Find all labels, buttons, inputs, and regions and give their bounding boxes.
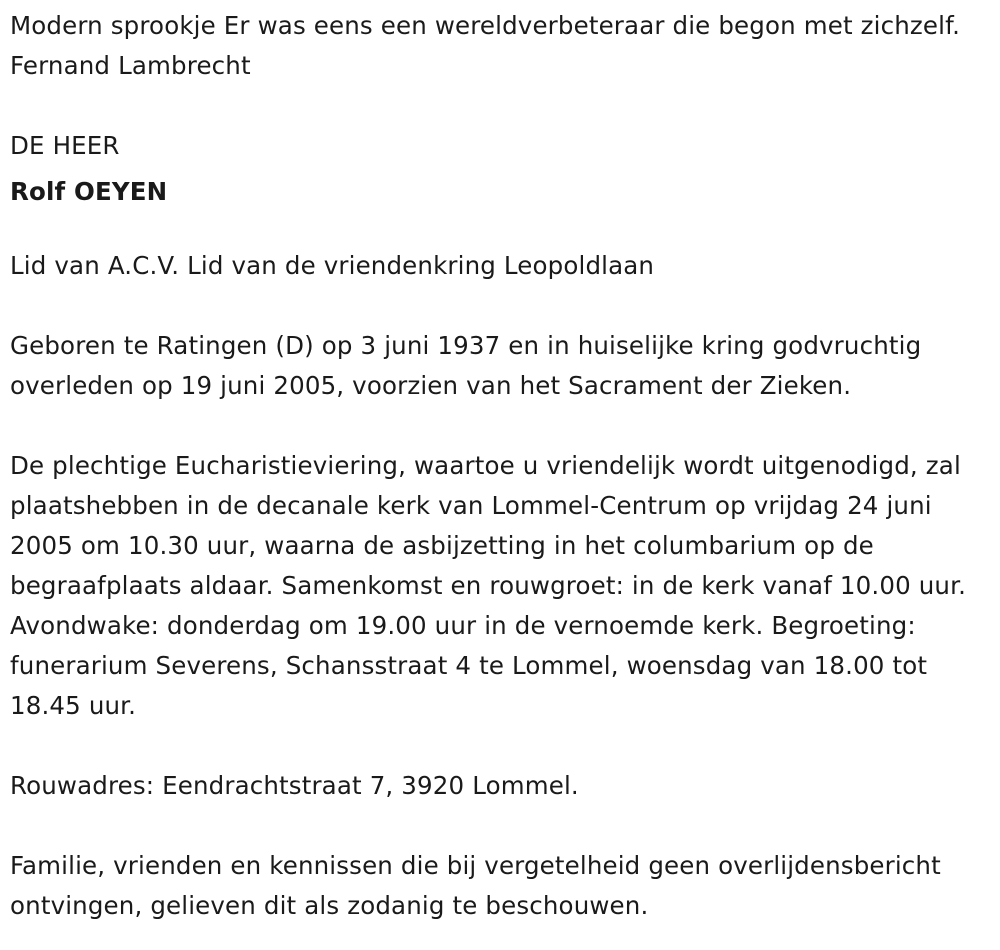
- birth-death-paragraph: Geboren te Ratingen (D) op 3 juni 1937 en in huiselijke kring godvruchtig overleden op 19 juni 2005, voorzien van het Sacrament der Zieken.: [10, 331, 922, 400]
- ceremony-paragraph: De plechtige Eucharistieviering, waartoe u vriendelijk wordt uitgenodigd, zal plaatshebben in de decanale kerk van Lommel-Centrum op vrijdag 24 juni 2005 om 10.30 uur, waarna de asbijzetting in het columbarium op de begraafplaats aldaar. Samenkomst en rouwgroet: in de kerk vanaf 10.00 uur. Avondwake: donderdag om 19.00 uur in de vernoemde kerk. Begroeting: funerarium Severens, Schansstraat 4 te Lommel, woensdag van 18.00 tot 18.45 uur.: [10, 451, 967, 720]
- spacer: [10, 286, 995, 326]
- honorific-title: DE HEER: [10, 131, 120, 160]
- mourning-address: Rouwadres: Eendrachtstraat 7, 3920 Lommel.: [10, 771, 579, 800]
- spacer: [10, 726, 995, 766]
- opening-quote: Modern sprookje Er was eens een wereldverbeteraar die begon met zichzelf. Fernand Lambrecht: [10, 11, 961, 80]
- spacer: [10, 406, 995, 446]
- spacer: [10, 86, 995, 126]
- deceased-name: Rolf OEYEN: [10, 177, 168, 206]
- spacer: [10, 212, 995, 246]
- spacer: [10, 806, 995, 846]
- closing-paragraph: Familie, vrienden en kennissen die bij vergetelheid geen overlijdensbericht ontvingen, gelieven dit als zodanig te beschouwen.: [10, 851, 941, 920]
- memberships: Lid van A.C.V. Lid van de vriendenkring Leopoldlaan: [10, 251, 655, 280]
- obituary-notice: [10, 6, 995, 926]
